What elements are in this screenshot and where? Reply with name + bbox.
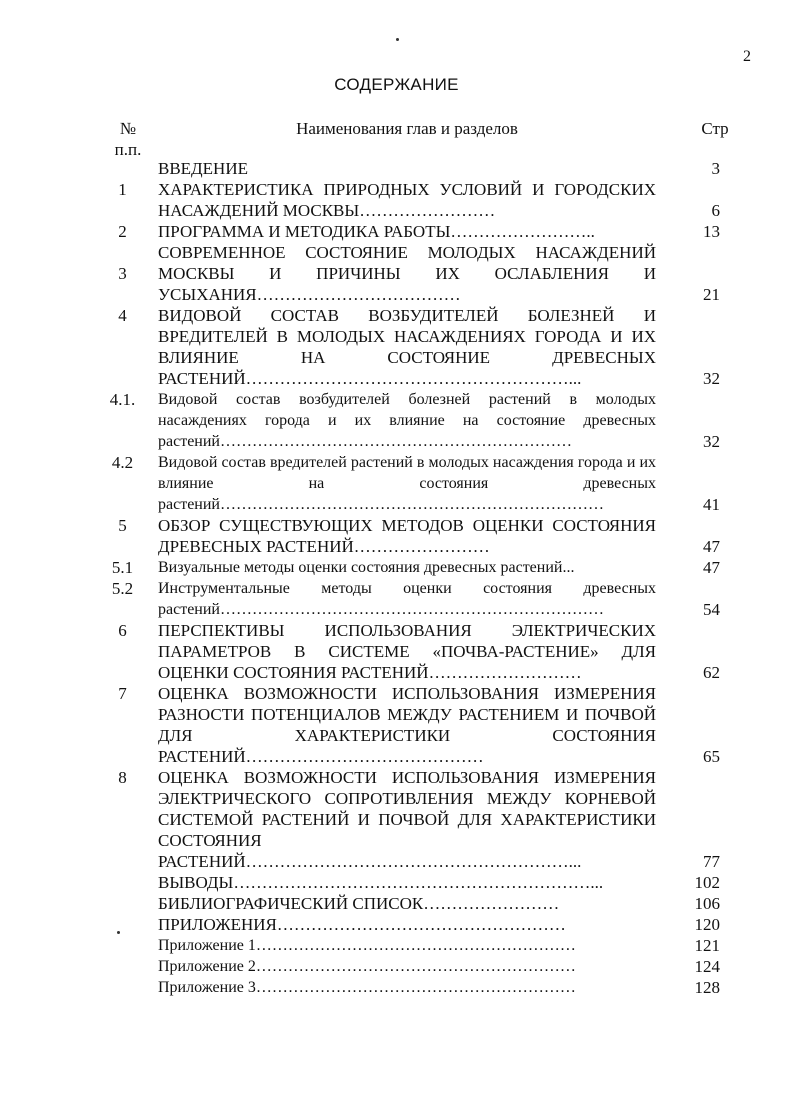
toc-entry-page: 47 bbox=[703, 558, 720, 577]
toc-entry-number: 5 bbox=[118, 516, 127, 535]
page-number: 2 bbox=[743, 48, 751, 65]
toc-entry-title: ОБЗОР СУЩЕСТВУЮЩИХ МЕТОДОВ ОЦЕНКИ СОСТОЯНИЯ ДРЕВЕСНЫХ РАСТЕНИЙ…………………… bbox=[158, 516, 656, 556]
page-title: СОДЕРЖАНИЕ bbox=[334, 75, 459, 94]
toc-entry-page: 128 bbox=[694, 978, 720, 997]
toc-entry bbox=[0, 935, 793, 956]
column-header-number-line2: п.п. bbox=[114, 140, 142, 159]
toc-entry bbox=[0, 620, 793, 683]
toc-entry-title: ПРОГРАММА И МЕТОДИКА РАБОТЫ…………………….. bbox=[158, 222, 595, 241]
toc-entry-title: Видовой состав возбудителей болезней растений в молодых насаждениях города и их влияние на состояние древесных растений………………………………………………………… bbox=[158, 391, 656, 450]
toc-entry-number: 4 bbox=[118, 306, 127, 325]
toc-entry-title: Визуальные методы оценки состояния древесных растений... bbox=[158, 559, 575, 576]
column-header-number bbox=[108, 118, 148, 160]
toc-entry-page: 120 bbox=[694, 915, 720, 934]
toc-entry-number: 6 bbox=[118, 621, 127, 640]
toc-entry-page: 47 bbox=[703, 537, 720, 556]
toc-entry-title: СОВРЕМЕННОЕ СОСТОЯНИЕ МОЛОДЫХ НАСАЖДЕНИЙ МОСКВЫ И ПРИЧИНЫ ИХ ОСЛАБЛЕНИЯ И УСЫХАНИЯ……………………………… bbox=[158, 243, 656, 304]
column-header-page: Стр bbox=[701, 119, 729, 138]
toc-entry-title: Инструментальные методы оценки состояния древесных растений……………………………………………………………… bbox=[158, 580, 656, 618]
toc-entry-page: 62 bbox=[703, 663, 720, 682]
toc-entry bbox=[0, 305, 793, 389]
toc-entry bbox=[0, 557, 793, 578]
toc-entry-number: 4.2 bbox=[111, 453, 134, 472]
toc-entry bbox=[0, 515, 793, 557]
toc-entry-title: Приложение 1…………………………………………………… bbox=[158, 937, 576, 954]
toc-entry-page: 6 bbox=[711, 201, 720, 220]
toc-entry bbox=[0, 452, 793, 515]
scan-speck bbox=[396, 38, 399, 41]
toc-entry-page: 3 bbox=[711, 159, 720, 178]
toc-entry bbox=[0, 767, 793, 872]
toc-entry-page: 124 bbox=[694, 957, 720, 976]
toc-entry-title: ОЦЕНКА ВОЗМОЖНОСТИ ИСПОЛЬЗОВАНИЯ ИЗМЕРЕНИЯ РАЗНОСТИ ПОТЕНЦИАЛОВ МЕЖДУ РАСТЕНИЕМ И ПОЧВОЙ ДЛЯ ХАРАКТЕРИСТИКИ СОСТОЯНИЯ РАСТЕНИЙ…………………………………… bbox=[158, 684, 656, 766]
toc-entry-title: Приложение 3…………………………………………………… bbox=[158, 979, 576, 996]
toc-entry-page: 77 bbox=[703, 852, 720, 871]
toc-entry-page: 121 bbox=[694, 936, 720, 955]
scan-speck bbox=[117, 931, 120, 934]
toc-entry-title: БИБЛИОГРАФИЧЕСКИЙ СПИСОК…………………… bbox=[158, 894, 560, 913]
toc-entry-title: ВЫВОДЫ………………………………………………………... bbox=[158, 873, 604, 892]
toc-entry-number: 5.2 bbox=[111, 579, 134, 598]
toc-entry-title: ХАРАКТЕРИСТИКА ПРИРОДНЫХ УСЛОВИЙ И ГОРОДСКИХ НАСАЖДЕНИЙ МОСКВЫ…………………… bbox=[158, 180, 656, 220]
toc-entry bbox=[0, 578, 793, 620]
toc-entry bbox=[0, 683, 793, 767]
toc-entry bbox=[0, 893, 793, 914]
toc-entry bbox=[0, 158, 793, 179]
toc-entry-page: 102 bbox=[694, 873, 720, 892]
toc-entry-number: 1 bbox=[118, 180, 127, 199]
toc-entry-page: 106 bbox=[694, 894, 720, 913]
toc-entry-title: ВИДОВОЙ СОСТАВ ВОЗБУДИТЕЛЕЙ БОЛЕЗНЕЙ И ВРЕДИТЕЛЕЙ В МОЛОДЫХ НАСАЖДЕНИЯХ ГОРОДА И ИХ ВЛИЯНИЕ НА СОСТОЯНИЕ ДРЕВЕСНЫХ РАСТЕНИЙ…………………………………………………... bbox=[158, 306, 656, 388]
toc-entry bbox=[0, 242, 793, 305]
toc-entry-number: 4.1. bbox=[109, 390, 136, 409]
toc-entry-page: 13 bbox=[703, 222, 720, 241]
toc-entry-page: 32 bbox=[703, 432, 720, 451]
toc-entry bbox=[0, 977, 793, 998]
toc-entry-page: 54 bbox=[703, 600, 720, 619]
toc-entry-title: ПРИЛОЖЕНИЯ…………………………………………… bbox=[158, 915, 566, 934]
toc-entry-page: 32 bbox=[703, 369, 720, 388]
toc-entry-number: 3 bbox=[118, 264, 127, 283]
toc-entry-page: 65 bbox=[703, 747, 720, 766]
toc-entry bbox=[0, 389, 793, 452]
toc-entry-number: 5.1 bbox=[111, 558, 134, 577]
toc-entry-page: 41 bbox=[703, 495, 720, 514]
column-header-title: Наименования глав и разделов bbox=[296, 119, 518, 138]
toc-entry-page: 21 bbox=[703, 285, 720, 304]
toc-entry-number: 7 bbox=[118, 684, 127, 703]
toc-entry bbox=[0, 179, 793, 221]
column-header-number-line1: № bbox=[119, 119, 137, 138]
toc-entry-number: 8 bbox=[118, 768, 127, 787]
table-of-contents bbox=[0, 158, 793, 998]
toc-entry-title: ПЕРСПЕКТИВЫ ИСПОЛЬЗОВАНИЯ ЭЛЕКТРИЧЕСКИХ ПАРАМЕТРОВ В СИСТЕМЕ «ПОЧВА-РАСТЕНИЕ» ДЛЯ ОЦЕНКИ СОСТОЯНИЯ РАСТЕНИЙ……………………… bbox=[158, 621, 656, 682]
toc-entry-title: Приложение 2…………………………………………………… bbox=[158, 958, 576, 975]
toc-entry-title: ОЦЕНКА ВОЗМОЖНОСТИ ИСПОЛЬЗОВАНИЯ ИЗМЕРЕНИЯ ЭЛЕКТРИЧЕСКОГО СОПРОТИВЛЕНИЯ МЕЖДУ КОРНЕВОЙ СИСТЕМОЙ РАСТЕНИЙ И ПОЧВОЙ ДЛЯ ХАРАКТЕРИСТИКИ СОСТОЯНИЯ РАСТЕНИЙ…………………………………………………... bbox=[158, 768, 656, 871]
toc-entry-title: Видовой состав вредителей растений в молодых насаждения города и их влияние на состояния древесных растений……………………………………………………………… bbox=[158, 454, 656, 513]
toc-entry bbox=[0, 956, 793, 977]
toc-entry-title: ВВЕДЕНИЕ bbox=[158, 159, 248, 178]
toc-entry bbox=[0, 221, 793, 242]
toc-entry-number: 2 bbox=[118, 222, 127, 241]
toc-entry bbox=[0, 872, 793, 893]
